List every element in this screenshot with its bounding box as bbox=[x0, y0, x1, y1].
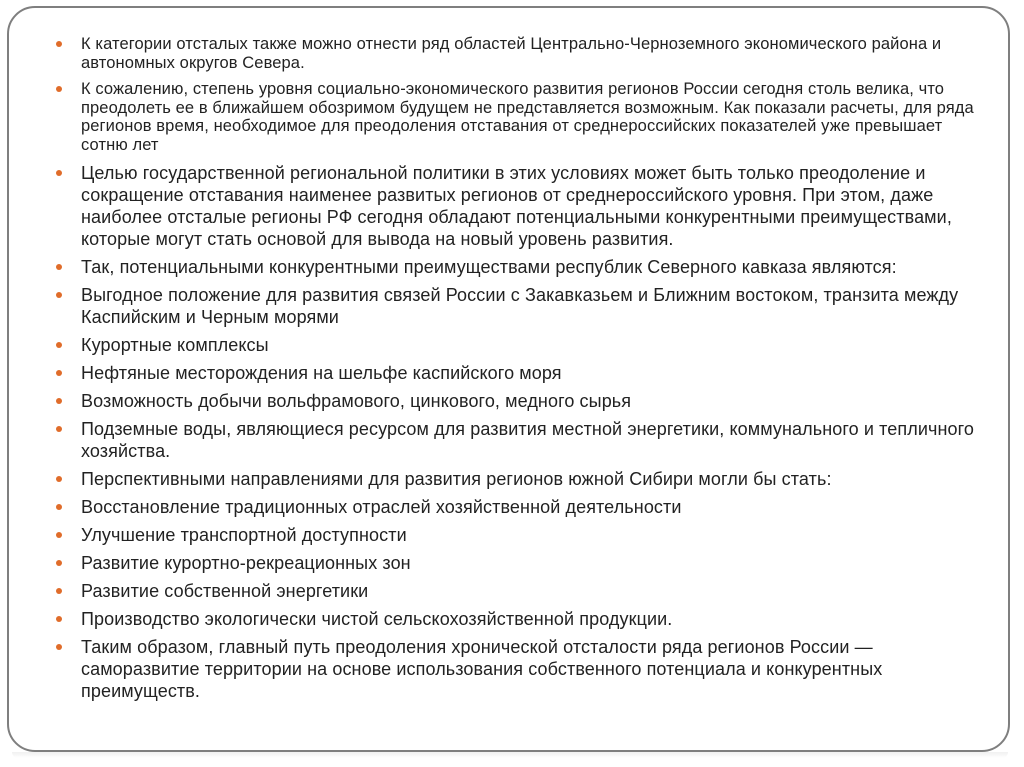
bullet-item bbox=[55, 552, 975, 574]
bullet-item bbox=[55, 418, 975, 462]
bullet-dot-icon bbox=[56, 560, 62, 566]
bullet-text: К сожалению, степень уровня социально-экономического развития регионов России сегодня столь велика, что преодолеть ее в ближайшем обозримом будущем не представляется возможным. Как показали расчеты, для ряда регионов время, необходимое для преодоления отставания от среднероссийских показателей уже превышает сотню лет bbox=[81, 80, 974, 154]
bullet-text: К категории отсталых также можно отнести ряд областей Центрально-Черноземного экономического района и автономных округов Севера. bbox=[81, 35, 942, 72]
bullet-text: Выгодное положение для развития связей России с Закавказьем и Ближним востоком, транзита между Каспийским и Черным морями bbox=[81, 285, 959, 327]
bullet-dot-icon bbox=[56, 426, 62, 432]
bullet-dot-icon bbox=[56, 342, 62, 348]
bullet-item bbox=[55, 468, 975, 490]
bullet-text: Восстановление традиционных отраслей хозяйственной деятельности bbox=[81, 497, 682, 517]
bullet-list bbox=[55, 35, 975, 708]
bullet-dot-icon bbox=[56, 532, 62, 538]
bullet-item bbox=[55, 580, 975, 602]
bullet-item bbox=[55, 80, 975, 154]
bullet-item bbox=[55, 162, 975, 250]
bullet-dot-icon bbox=[56, 476, 62, 482]
bullet-text: Возможность добычи вольфрамового, цинкового, медного сырья bbox=[81, 391, 632, 411]
bullet-text: Развитие курортно-рекреационных зон bbox=[81, 553, 411, 573]
bullet-text: Целью государственной региональной политики в этих условиях может быть только преодоление и сокращение отставания наименее развитых регионов от среднероссийского уровня. При этом, даже наиболее отсталые регионы РФ сегодня обладают потенциальными конкурентными преимуществами, которые могут стать основой для вывода на новый уровень развития. bbox=[81, 163, 952, 249]
bullet-text: Таким образом, главный путь преодоления хронической отсталости ряда регионов России — саморазвитие территории на основе использования собственного потенциала и конкурентных преимуществ. bbox=[81, 637, 883, 701]
bullet-dot-icon bbox=[56, 644, 62, 650]
frame-shadow bbox=[12, 752, 1008, 758]
bullet-dot-icon bbox=[56, 292, 62, 298]
bullet-text: Курортные комплексы bbox=[81, 335, 269, 355]
bullet-text: Развитие собственной энергетики bbox=[81, 581, 369, 601]
bullet-dot-icon bbox=[56, 170, 62, 176]
bullet-text: Производство экологически чистой сельскохозяйственной продукции. bbox=[81, 609, 673, 629]
bullet-item bbox=[55, 524, 975, 546]
bullet-item bbox=[55, 390, 975, 412]
bullet-dot-icon bbox=[56, 616, 62, 622]
bullet-dot-icon bbox=[56, 264, 62, 270]
bullet-dot-icon bbox=[56, 41, 62, 47]
bullet-item bbox=[55, 496, 975, 518]
bullet-item bbox=[55, 334, 975, 356]
bullet-dot-icon bbox=[56, 370, 62, 376]
bullet-text: Подземные воды, являющиеся ресурсом для развития местной энергетики, коммунального и тепличного хозяйства. bbox=[81, 419, 975, 461]
bullet-item bbox=[55, 284, 975, 328]
bullet-item bbox=[55, 35, 975, 72]
bullet-text: Перспективными направлениями для развития регионов южной Сибири могли бы стать: bbox=[81, 469, 832, 489]
bullet-item bbox=[55, 362, 975, 384]
bullet-dot-icon bbox=[56, 398, 62, 404]
bullet-text: Улучшение транспортной доступности bbox=[81, 525, 407, 545]
bullet-text: Нефтяные месторождения на шельфе каспийского моря bbox=[81, 363, 562, 383]
bullet-dot-icon bbox=[56, 588, 62, 594]
bullet-dot-icon bbox=[56, 86, 62, 92]
bullet-text: Так, потенциальными конкурентными преимуществами республик Северного кавказа являются: bbox=[81, 257, 897, 277]
bullet-item bbox=[55, 256, 975, 278]
bullet-item bbox=[55, 608, 975, 630]
bullet-dot-icon bbox=[56, 504, 62, 510]
slide-frame bbox=[7, 6, 1010, 752]
bullet-item bbox=[55, 636, 975, 702]
